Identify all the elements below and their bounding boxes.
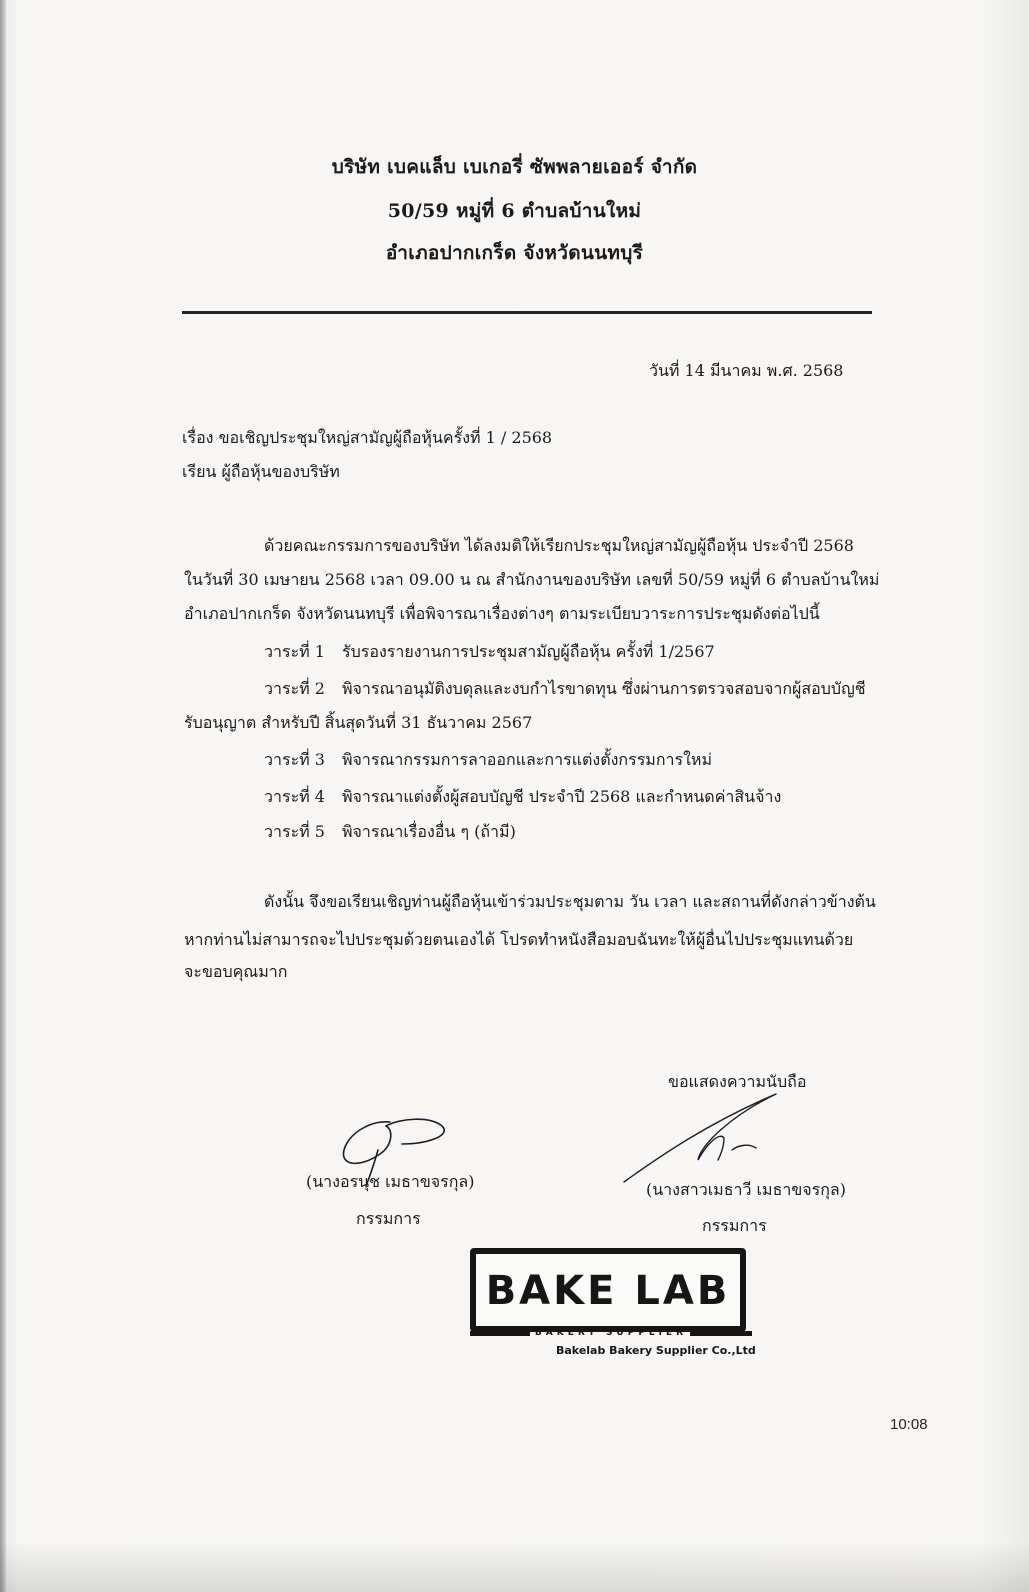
agenda-item bbox=[264, 748, 712, 773]
letter-date: วันที่ 14 มีนาคม พ.ศ. 2568 bbox=[649, 361, 844, 380]
stamp-logo-text: BAKE LAB bbox=[485, 1268, 731, 1314]
closing-line-1: ดังนั้น จึงขอเรียนเชิญท่านผู้ถือหุ้นเข้าร่วมประชุมตาม วัน เวลา และสถานที่ดังกล่าวข้างต้น bbox=[264, 892, 876, 911]
company-address-line1: 50/59 หมู่ที่ 6 ตำบลบ้านใหม่ bbox=[387, 200, 642, 222]
agenda-number: วาระที่ 1 bbox=[264, 642, 325, 661]
signatory-2-title: กรรมการ bbox=[702, 1216, 767, 1235]
letter-recipient: เรียน ผู้ถือหุ้นของบริษัท bbox=[182, 462, 340, 481]
signatory-1-title: กรรมการ bbox=[356, 1209, 421, 1228]
agenda-number: วาระที่ 3 bbox=[264, 750, 325, 769]
signatory-2-name: (นางสาวเมธาวี เมธาขจรกุล) bbox=[646, 1180, 846, 1199]
header-divider bbox=[182, 311, 872, 314]
agenda-text: พิจารณาอนุมัติงบดุลและงบกำไรขาดทุน ซึ่งผ่านการตรวจสอบจากผู้สอบบัญชี bbox=[342, 679, 866, 698]
agenda-item bbox=[264, 820, 516, 845]
agenda-item bbox=[264, 785, 781, 810]
agenda-text: รับรองรายงานการประชุมสามัญผู้ถือหุ้น ครั้งที่ 1/2567 bbox=[342, 642, 715, 661]
agenda-number: วาระที่ 2 bbox=[264, 679, 325, 698]
scan-shadow bbox=[0, 1540, 1029, 1592]
company-stamp bbox=[470, 1248, 746, 1332]
letter-subject: เรื่อง ขอเชิญประชุมใหญ่สามัญผู้ถือหุ้นครั้งที่ 1 / 2568 bbox=[182, 428, 553, 447]
company-name: บริษัท เบคแล็บ เบเกอรี่ ซัพพลายเออร์ จำกัด bbox=[331, 156, 698, 178]
company-address-line2: อำเภอปากเกร็ด จังหวัดนนทบุรี bbox=[385, 242, 644, 264]
agenda-number: วาระที่ 5 bbox=[264, 822, 325, 841]
timestamp: 10:08 bbox=[890, 1416, 928, 1433]
stamp-subtitle: BAKERY SUPPLIER bbox=[534, 1328, 688, 1338]
agenda-text-continued: รับอนุญาต สำหรับปี สิ้นสุดวันที่ 31 ธันวาคม 2567 bbox=[184, 713, 533, 732]
signatory-1-name: (นางอรนุช เมธาขจรกุล) bbox=[306, 1172, 475, 1191]
agenda-number: วาระที่ 4 bbox=[264, 787, 325, 806]
closing-regards: ขอแสดงความนับถือ bbox=[668, 1072, 807, 1091]
body-line-3: อำเภอปากเกร็ด จังหวัดนนทบุรี เพื่อพิจารณาเรื่องต่างๆ ตามระเบียบวาระการประชุมดังต่อไปนี้ bbox=[184, 604, 820, 623]
agenda-text: พิจารณาแต่งตั้งผู้สอบบัญชี ประจำปี 2568 และกำหนดค่าสินจ้าง bbox=[342, 787, 782, 806]
closing-line-2: หากท่านไม่สามารถจะไปประชุมด้วยตนเองได้ โปรดทำหนังสือมอบฉันทะให้ผู้อื่นไปประชุมแทนด้วย bbox=[184, 930, 854, 949]
body-line-2: ในวันที่ 30 เมษายน 2568 เวลา 09.00 น ณ สำนักงานของบริษัท เลขที่ 50/59 หมู่ที่ 6 ตำบลบ้านใหม่ bbox=[184, 570, 880, 589]
agenda-item bbox=[264, 640, 715, 665]
agenda-text: พิจารณาเรื่องอื่น ๆ (ถ้ามี) bbox=[342, 822, 516, 841]
agenda-text: พิจารณากรรมการลาออกและการแต่งตั้งกรรมการใหม่ bbox=[342, 750, 712, 769]
signature-right bbox=[620, 1086, 790, 1186]
agenda-item bbox=[264, 677, 866, 702]
body-line-1: ด้วยคณะกรรมการของบริษัท ได้ลงมติให้เรียกประชุมใหญ่สามัญผู้ถือหุ้น ประจำปี 2568 bbox=[264, 536, 854, 555]
closing-line-3: จะขอบคุณมาก bbox=[184, 962, 288, 981]
stamp-company: Bakelab Bakery Supplier Co.,Ltd bbox=[556, 1344, 756, 1357]
